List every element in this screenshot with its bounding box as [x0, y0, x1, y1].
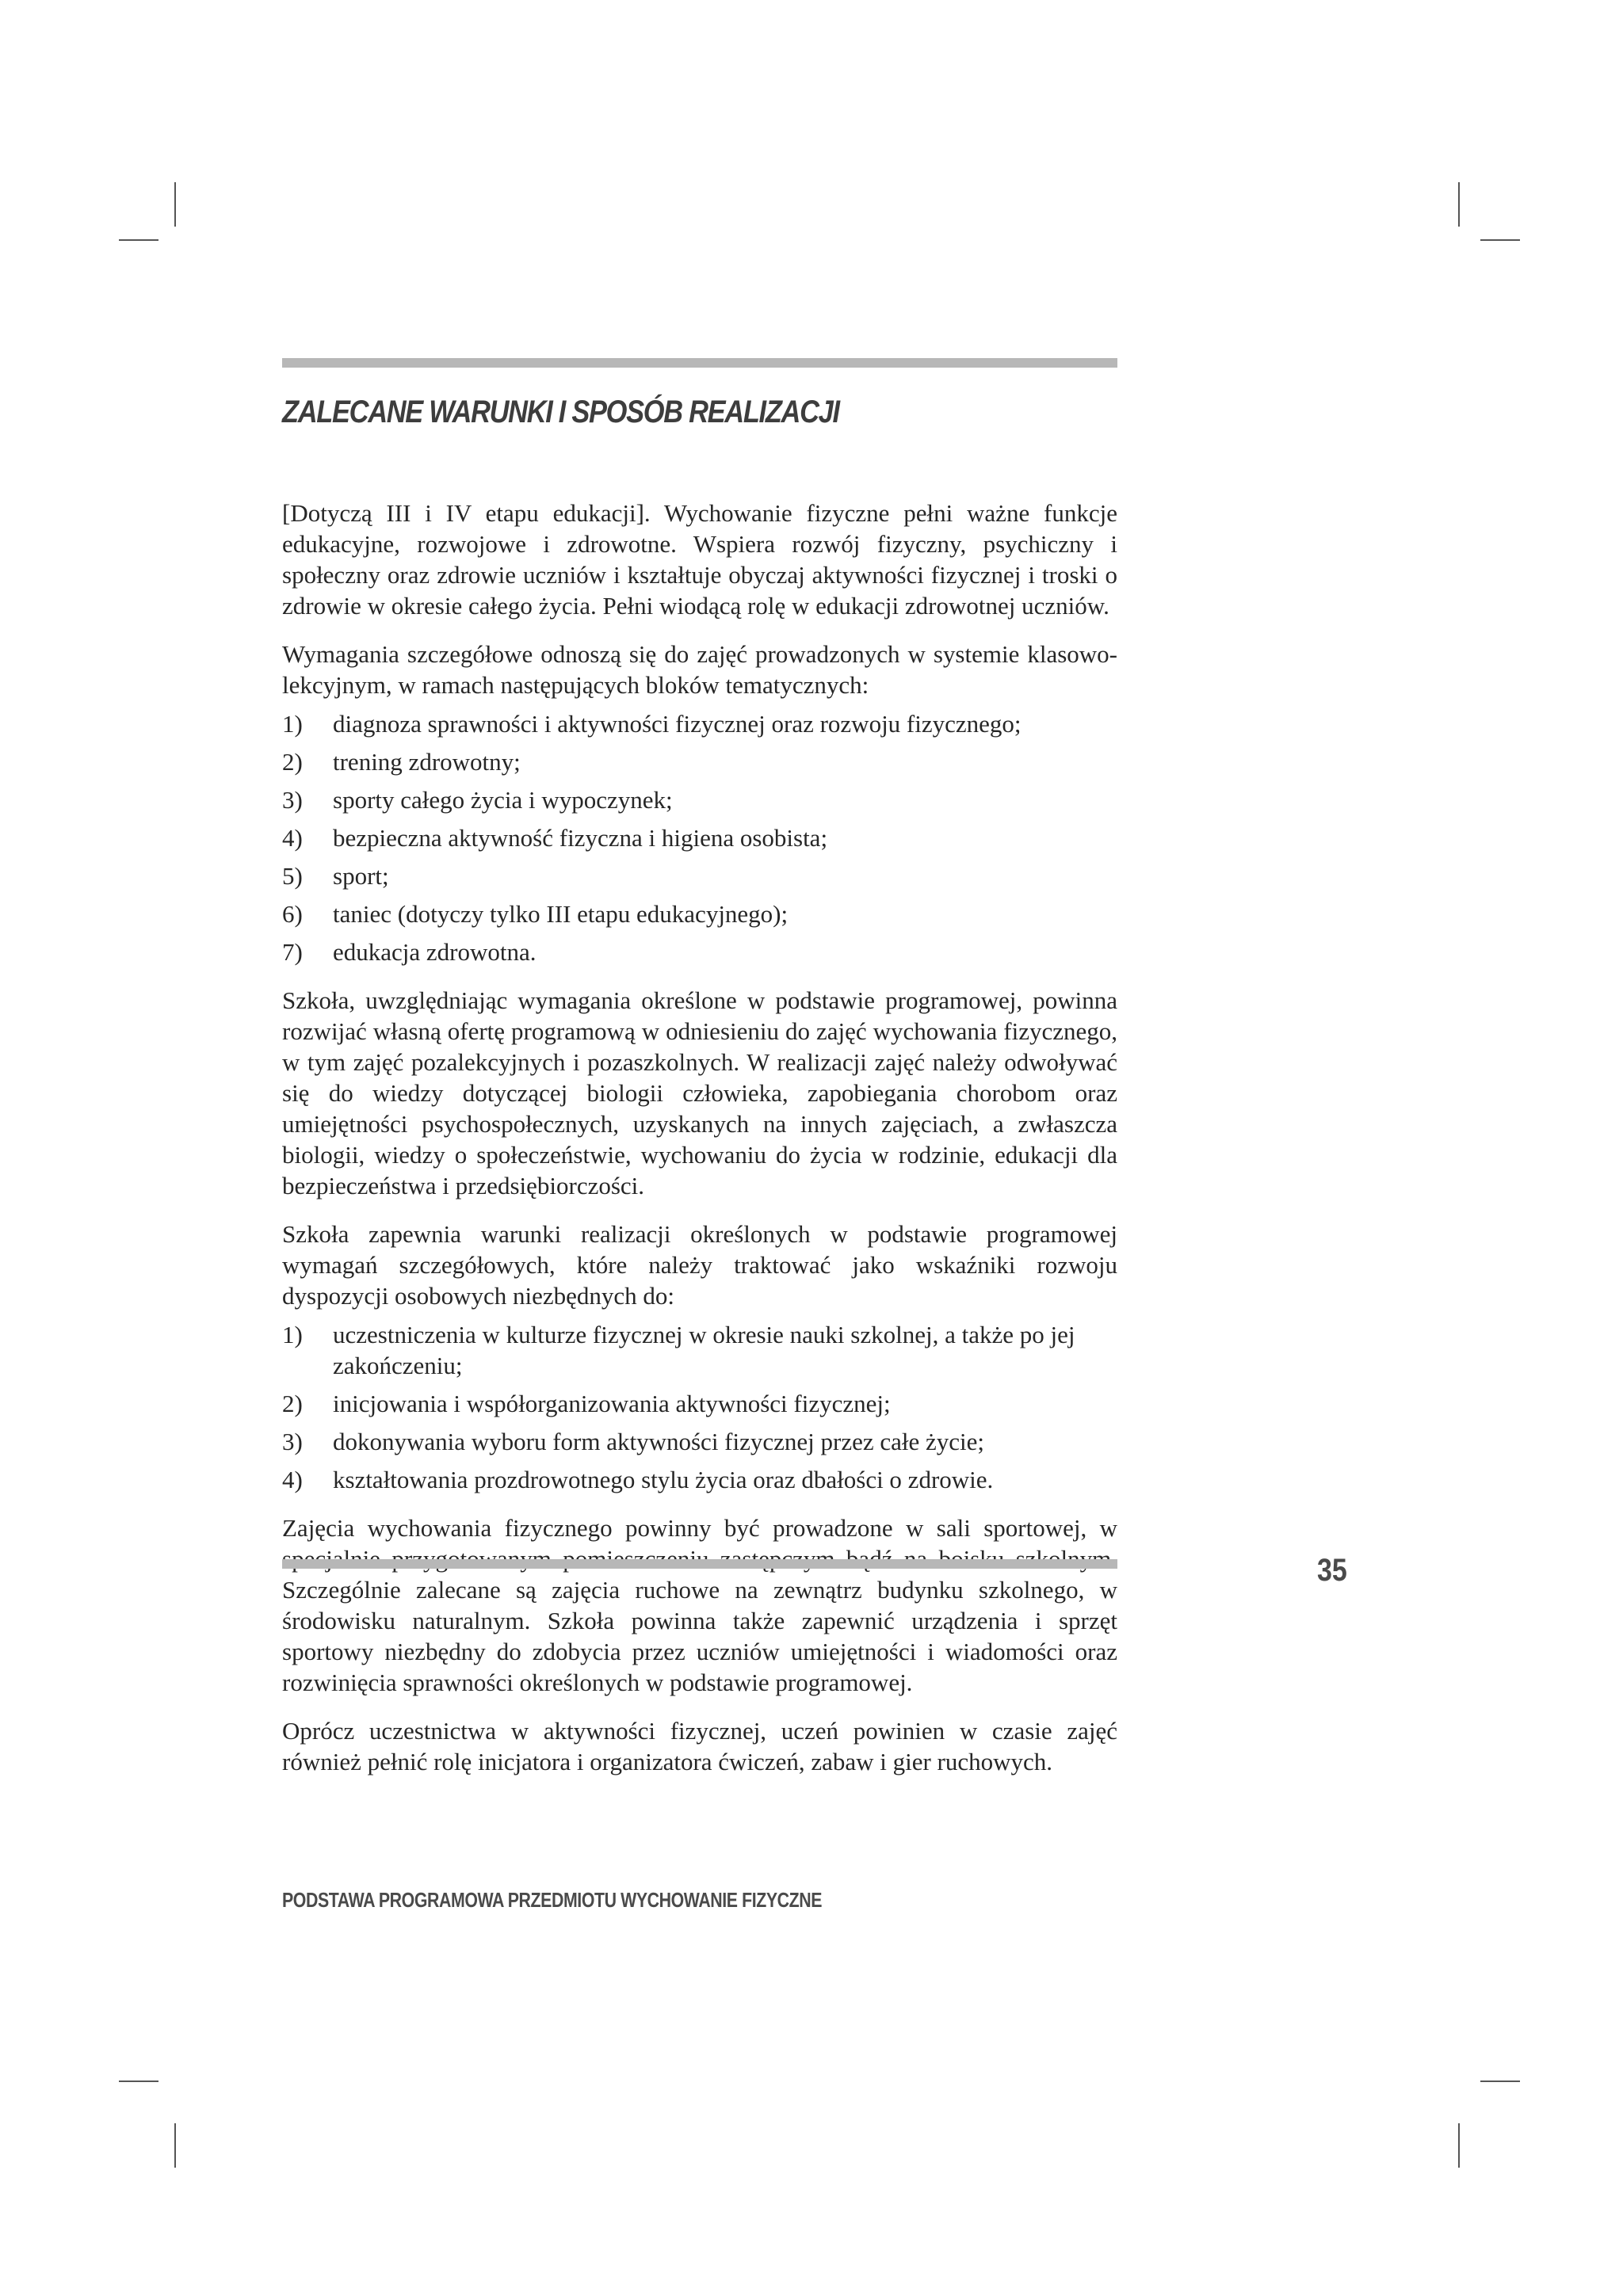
header-rule	[282, 358, 1117, 368]
list-item-text: bezpieczna aktywność fizyczna i higiena osobista;	[333, 824, 828, 852]
crop-mark	[119, 239, 158, 241]
list-item-text: sporty całego życia i wypoczynek;	[333, 786, 673, 814]
list-item-text: inicjowania i współorganizowania aktywności fizycznej;	[333, 1390, 891, 1417]
thematic-blocks-list	[282, 708, 1117, 967]
list-item-text: diagnoza sprawności i aktywności fizycznej oraz rozwoju fizycznego;	[333, 710, 1022, 738]
list-number: 2)	[282, 1390, 303, 1417]
paragraph: Wymagania szczegółowe odnoszą się do zajęć prowadzonych w systemie klasowo-lekcyjnym, w ramach następujących bloków tematycznych:	[282, 640, 1117, 699]
list-item	[282, 1426, 1117, 1457]
list-item-text: kształtowania prozdrowotnego stylu życia oraz dbałości o zdrowie.	[333, 1466, 994, 1493]
list-item	[282, 860, 1117, 891]
list-item	[282, 1319, 1117, 1381]
list-item	[282, 708, 1117, 739]
list-item	[282, 746, 1117, 777]
crop-mark	[1480, 2081, 1520, 2082]
list-number: 5)	[282, 862, 303, 890]
list-item-text: sport;	[333, 862, 389, 890]
crop-mark	[119, 2081, 158, 2082]
list-number: 6)	[282, 900, 303, 928]
page-number: 35	[1317, 1553, 1347, 1588]
crop-mark	[174, 2123, 176, 2168]
list-item-text: uczestniczenia w kulturze fizycznej w okresie nauki szkolnej, a także po jej zakończeniu;	[333, 1321, 1075, 1379]
running-footer: PODSTAWA PROGRAMOWA PRZEDMIOTU WYCHOWANIE FIZYCZNE	[282, 1888, 823, 1912]
list-item	[282, 1388, 1117, 1419]
paragraph: Zajęcia wychowania fizycznego powinny być prowadzone w sali sportowej, w Szczególnie zalecane są zajęcia ruchowe na zewnątrz budynku szkolnego, w środowisku naturalnym. Szkoła powinna także zapewnić urządzenia i sprzęt sportowy niezbędny do zdobycia przez uczniów umiejętności i wiadomości oraz rozwinięcia sprawności określonych w podstawie programowej.	[282, 1514, 1117, 1696]
list-item-text: trening zdrowotny;	[333, 748, 521, 776]
list-item	[282, 1464, 1117, 1495]
crop-mark	[1458, 182, 1460, 227]
list-number: 4)	[282, 1466, 303, 1493]
paragraph: Oprócz uczestnictwa w aktywności fizycznej, uczeń powinien w czasie zajęć również pełnić rolę inicjatora i organizatora ćwiczeń, zabaw i gier ruchowych.	[282, 1717, 1117, 1775]
paragraph: Szkoła zapewnia warunki realizacji określonych w podstawie programowej wymagań szczegółowych, które należy traktować jako wskaźniki rozwoju dyspozycji osobowych niezbędnych do:	[282, 1220, 1117, 1310]
list-item	[282, 898, 1117, 929]
body-text	[282, 498, 1117, 1794]
crop-mark	[174, 182, 176, 227]
list-item-text: taniec (dotyczy tylko III etapu edukacyjnego);	[333, 900, 789, 928]
list-item-text: dokonywania wyboru form aktywności fizycznej przez całe życie;	[333, 1428, 985, 1455]
crop-mark	[1458, 2123, 1460, 2168]
section-title: ZALECANE WARUNKI I SPOSÓB REALIZACJI	[282, 395, 839, 429]
list-number: 3)	[282, 786, 303, 814]
paragraph: [Dotyczą III i IV etapu edukacji]. Wychowanie fizyczne pełni ważne funkcje edukacyjne, rozwojowe i zdrowotne. Wspiera rozwój fizyczny, psychiczny i społeczny oraz zdrowie uczniów i kształtuje obyczaj aktywności fizycznej i troski o zdrowie w okresie całego życia. Pełni wiodącą rolę w edukacji zdrowotnej uczniów.	[282, 499, 1117, 620]
list-number: 1)	[282, 1321, 303, 1348]
paragraph: Szkoła, uwzględniając wymagania określone w podstawie programowej, powinna rozwijać własną ofertę programową w odniesieniu do zajęć wychowania fizycznego, w tym zajęć pozalekcyjnych i pozaszkolnych. W realizacji zajęć należy odwoływać się do wiedzy dotyczącej biologii człowieka, zapobiegania chorobom oraz umiejętności psychospołecznych, uzyskanych na innych zajęciach, a zwłaszcza biologii, wiedzy o społeczeństwie, wychowaniu do życia w rodzinie, edukacji dla bezpieczeństwa i przedsiębiorczości.	[282, 986, 1117, 1199]
dispositions-list	[282, 1319, 1117, 1495]
footer-rule	[282, 1559, 1117, 1569]
list-number: 4)	[282, 824, 303, 852]
list-number: 3)	[282, 1428, 303, 1455]
list-item	[282, 784, 1117, 815]
list-number: 1)	[282, 710, 303, 738]
crop-mark	[1480, 239, 1520, 241]
list-item-text: edukacja zdrowotna.	[333, 938, 537, 966]
list-number: 7)	[282, 938, 303, 966]
list-item	[282, 936, 1117, 967]
list-number: 2)	[282, 748, 303, 776]
list-item	[282, 822, 1117, 853]
